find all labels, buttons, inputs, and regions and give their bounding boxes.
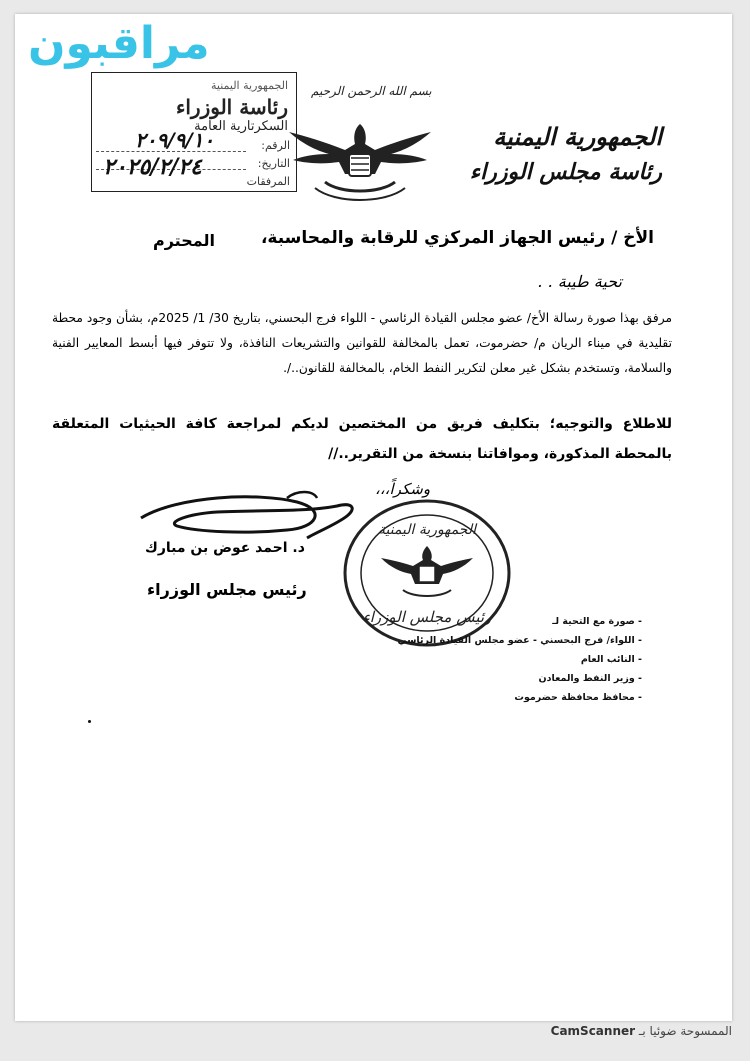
ref-line-office: رئاسة الوزراء — [175, 95, 288, 119]
footer-prefix: الممسوحة ضوئيا بـ — [638, 1024, 732, 1038]
ref-date-value: ٢٠٢٥/٢/٢٤ — [103, 154, 202, 180]
cc-list — [397, 612, 642, 707]
signatory-name: د. احمد عوض بن مبارك — [145, 540, 305, 556]
ref-date-label: التاريخ: — [257, 157, 290, 170]
letterhead — [470, 122, 662, 185]
signatory-title: رئيس مجلس الوزراء — [147, 580, 307, 599]
cc-heading: - صورة مع التحية لـ — [552, 616, 642, 627]
basmala: بسم الله الرحمن الرحيم — [311, 84, 432, 98]
ref-number-value: ٢٠٩/٩/١٠ — [135, 128, 215, 152]
cc-item: - النائب العام — [580, 654, 642, 665]
seal-top-text: الجمهورية اليمنية — [377, 522, 477, 538]
letterhead-office: رئاسة مجلس الوزراء — [469, 159, 662, 185]
greeting: تحية طيبة . . — [537, 272, 622, 291]
eagle-emblem-icon — [285, 114, 435, 206]
letterhead-country: الجمهورية اليمنية — [493, 122, 662, 151]
letter-body: مرفق بهذا صورة رسالة الأخ/ عضو مجلس القيادة الرئاسي - اللواء فرج البحسني، بتاريخ 30/ 1/ 2025م، بشأن وجود محطة تقليدية في ميناء الريان م/ حضرموت، تعمل بالمخالفة للقوانين والتشريعات النافذة، ولا تتوفر فيها أبسط المعايير الفنية والسلامة، وتستخدم بشكل غير معلن لتكرير النفط الخام، بالمخالفة للقانون../. — [52, 311, 673, 375]
cc-item: - محافظ محافظة حضرموت — [514, 692, 642, 703]
cc-item: - وزير النفط والمعادن — [538, 673, 642, 684]
honorific: المحترم — [153, 231, 215, 250]
watermark-logo: مراقبون — [28, 18, 210, 69]
ref-number-label: الرقم: — [261, 139, 290, 152]
document-page — [15, 14, 732, 1021]
stray-mark — [88, 720, 91, 723]
seal-bottom-text: رئيس مجلس الوزراء — [362, 608, 492, 626]
ref-attachments-label: المرفقات — [246, 175, 290, 188]
recipient-line: الأخ / رئيس الجهاز المركزي للرقابة والمحاسبة، — [260, 228, 654, 248]
ref-line-secretariat: السكرتارية العامة — [194, 119, 288, 134]
cc-item: - اللواء/ فرج البحسني - عضو مجلس القيادة الرئاسي — [397, 635, 642, 646]
letter-directive: للاطلاع والتوجيه؛ بتكليف فريق من المختصين لديكم لمراجعة كافة الحيثيات المتعلقة بالمحطة المذكورة، وموافاتنا بنسخة من التقرير..// — [52, 416, 672, 462]
closing-thanks: وشكراً،،، — [375, 480, 431, 498]
footer-brand: CamScanner — [550, 1024, 636, 1038]
signature-icon — [137, 488, 362, 546]
ref-line-country: الجمهورية اليمنية — [210, 79, 288, 92]
scanner-footer — [551, 1024, 732, 1038]
